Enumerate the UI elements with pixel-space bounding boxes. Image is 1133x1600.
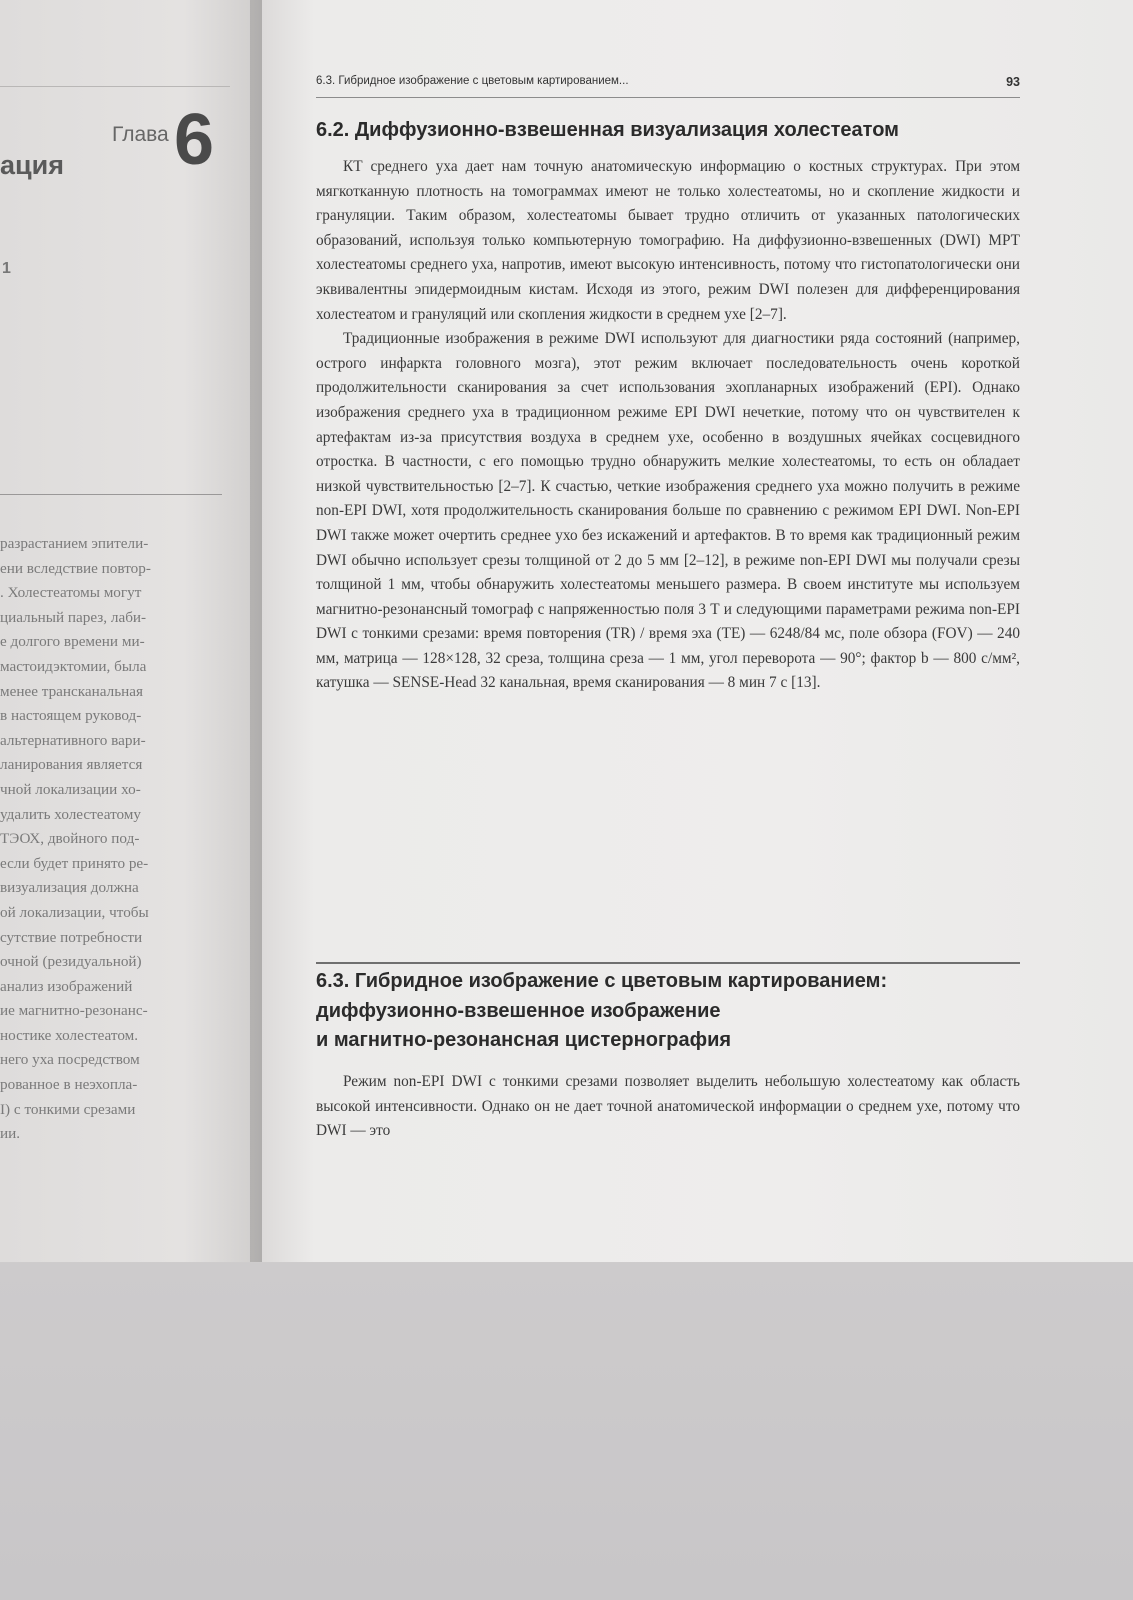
left-text-line: I) с тонкими срезами [0, 1100, 136, 1118]
left-text-line: удалить холестеатому [0, 805, 142, 823]
left-divider [0, 494, 222, 495]
left-text-line: ой локализации, чтобы [0, 903, 149, 921]
left-text-line: визуализация должна [0, 879, 139, 897]
paragraph: Режим non-EPI DWI с тонкими срезами позволяет выделить небольшую холестеатому как область высокой интенсивности. Однако он не дает точной анатомической информации о среднем ухе, потому что DWI — это [316, 1073, 1020, 1140]
left-text-line: мастоидэктомии, была [0, 657, 147, 675]
left-text-line: альтернативного вари- [0, 731, 146, 749]
chapter-number: 6 [174, 100, 215, 180]
left-text-line: разрастанием эпители- [0, 535, 149, 552]
section-heading-6-2: 6.2. Диффузионно-взвешенная визуализация холестеатом [316, 119, 899, 141]
left-text-line: чной локализации хо- [0, 780, 141, 798]
margin-mark: 1 [2, 260, 11, 277]
left-text-line: ии. [0, 1125, 21, 1143]
left-text-line: . Холестеатомы могут [0, 584, 142, 602]
left-text-line: рованное в неэхопла- [0, 1076, 138, 1094]
running-header [316, 75, 1020, 95]
left-text-line: ностике холестеатом. [0, 1026, 139, 1044]
left-text-line: него уха посредством [0, 1051, 140, 1069]
left-text-line: ТЭОХ, двойного под- [0, 830, 140, 848]
heading-line: диффузионно-взвешенное изображение [316, 999, 721, 1022]
paragraph: КТ среднего уха дает нам точную анатомическую информацию о костных структурах. При этом мягкотканную плотность на томограммах имеют не только холестеатомы, но и скопление жидкости и грануляции. Таким образом, холестеатомы бывает трудно отличить от указанных патологических образований, используя только компьютерную томографию. На диффузионно-взвешенных (DWI) МРТ холестеатомы среднего уха, напротив, имеют высокую интенсивность, потому что гистопатологически они эквивалентны эпидермоидным кистам. Исходя из этого, режим DWI полезен для дифференцирования холестеатом и грануляций или скопления жидкости в среднем ухе [2–7]. [316, 158, 1020, 323]
chapter-title-fragment: ация [0, 150, 64, 180]
previous-page [0, 0, 262, 1262]
running-header-title: 6.3. Гибридное изображение с цветовым картированием... [316, 75, 629, 87]
paragraph: Традиционные изображения в режиме DWI используют для диагностики ряда состояний (например, острого инфаркта головного мозга), этот режим включает последовательность очень короткой продолжительности сканирования за счет использования эхопланарных изображений (EPI). Однако изображения среднего уха в традиционном режиме EPI DWI нечеткие, потому что он чувствителен к артефактам из-за присутствия воздуха в среднем ухе, особенно в воздушных ячейках сосцевидного отростка. В частности, с его помощью трудно обнаружить мелкие холестеатомы, то есть он обладает низкой чувствительностью [2–7]. К счастью, четкие изображения среднего уха можно получить в режиме non-EPI DWI, хотя продолжительность сканирования больше по сравнению с режимом EPI DWI. Non-EPI DWI также может очертить среднее ухо без искажений и артефактов. В то время как традиционный режим DWI обычно использует срезы толщиной от 2 до 5 мм [2–12], в режиме non-EPI DWI мы получали срезы толщиной 1 мм, чтобы обнаружить холестеатомы меньшего размера. В своем институте мы используем магнитно-резонансный томограф с напряженностью поля 3 Т и следующими параметрами режима non-EPI DWI с тонкими срезами: время повторения (TR) / время эха (TE) — 6248/84 мс, поле обзора (FOV) — 240 мм, матрица — 128×128, 32 среза, толщина среза — 1 мм, угол переворота — 90°; фактор b — 800 с/мм², катушка — SENSE-Head 32 канальная, время сканирования — 8 мин 7 с [13]. [316, 330, 1020, 692]
left-text-line: если будет принято ре- [0, 854, 149, 872]
left-text-line: циальный парез, лаби- [0, 608, 147, 626]
page-number: 93 [1006, 75, 1020, 89]
left-text-line: сутствие потребности [0, 928, 143, 946]
left-text-line: ие магнитно-резонанс- [0, 1002, 148, 1020]
left-text-line: в настоящем руковод- [0, 707, 142, 725]
section-heading-6-3 [316, 967, 1020, 1056]
left-text-line: анализ изображений [0, 977, 133, 995]
left-page-text [0, 532, 232, 1147]
section-body-6-2 [316, 155, 1020, 696]
heading-line: 6.3. Гибридное изображение с цветовым картированием: [316, 970, 888, 992]
heading-line: и магнитно-резонансная цистернография [316, 1029, 732, 1051]
section-body-6-3 [316, 1070, 1020, 1144]
left-text-line: ланирования является [0, 756, 143, 774]
left-header-rule [0, 86, 230, 87]
left-text-line: е долгого времени ми- [0, 633, 145, 651]
left-text-line: ени вследствие повтор- [0, 559, 151, 577]
left-text-line: менее трансканальная [0, 682, 144, 700]
left-text-line: очной (резидуальной) [0, 953, 142, 971]
section-rule [316, 962, 1020, 964]
chapter-label: Глава [112, 123, 169, 146]
header-rule [316, 97, 1020, 98]
